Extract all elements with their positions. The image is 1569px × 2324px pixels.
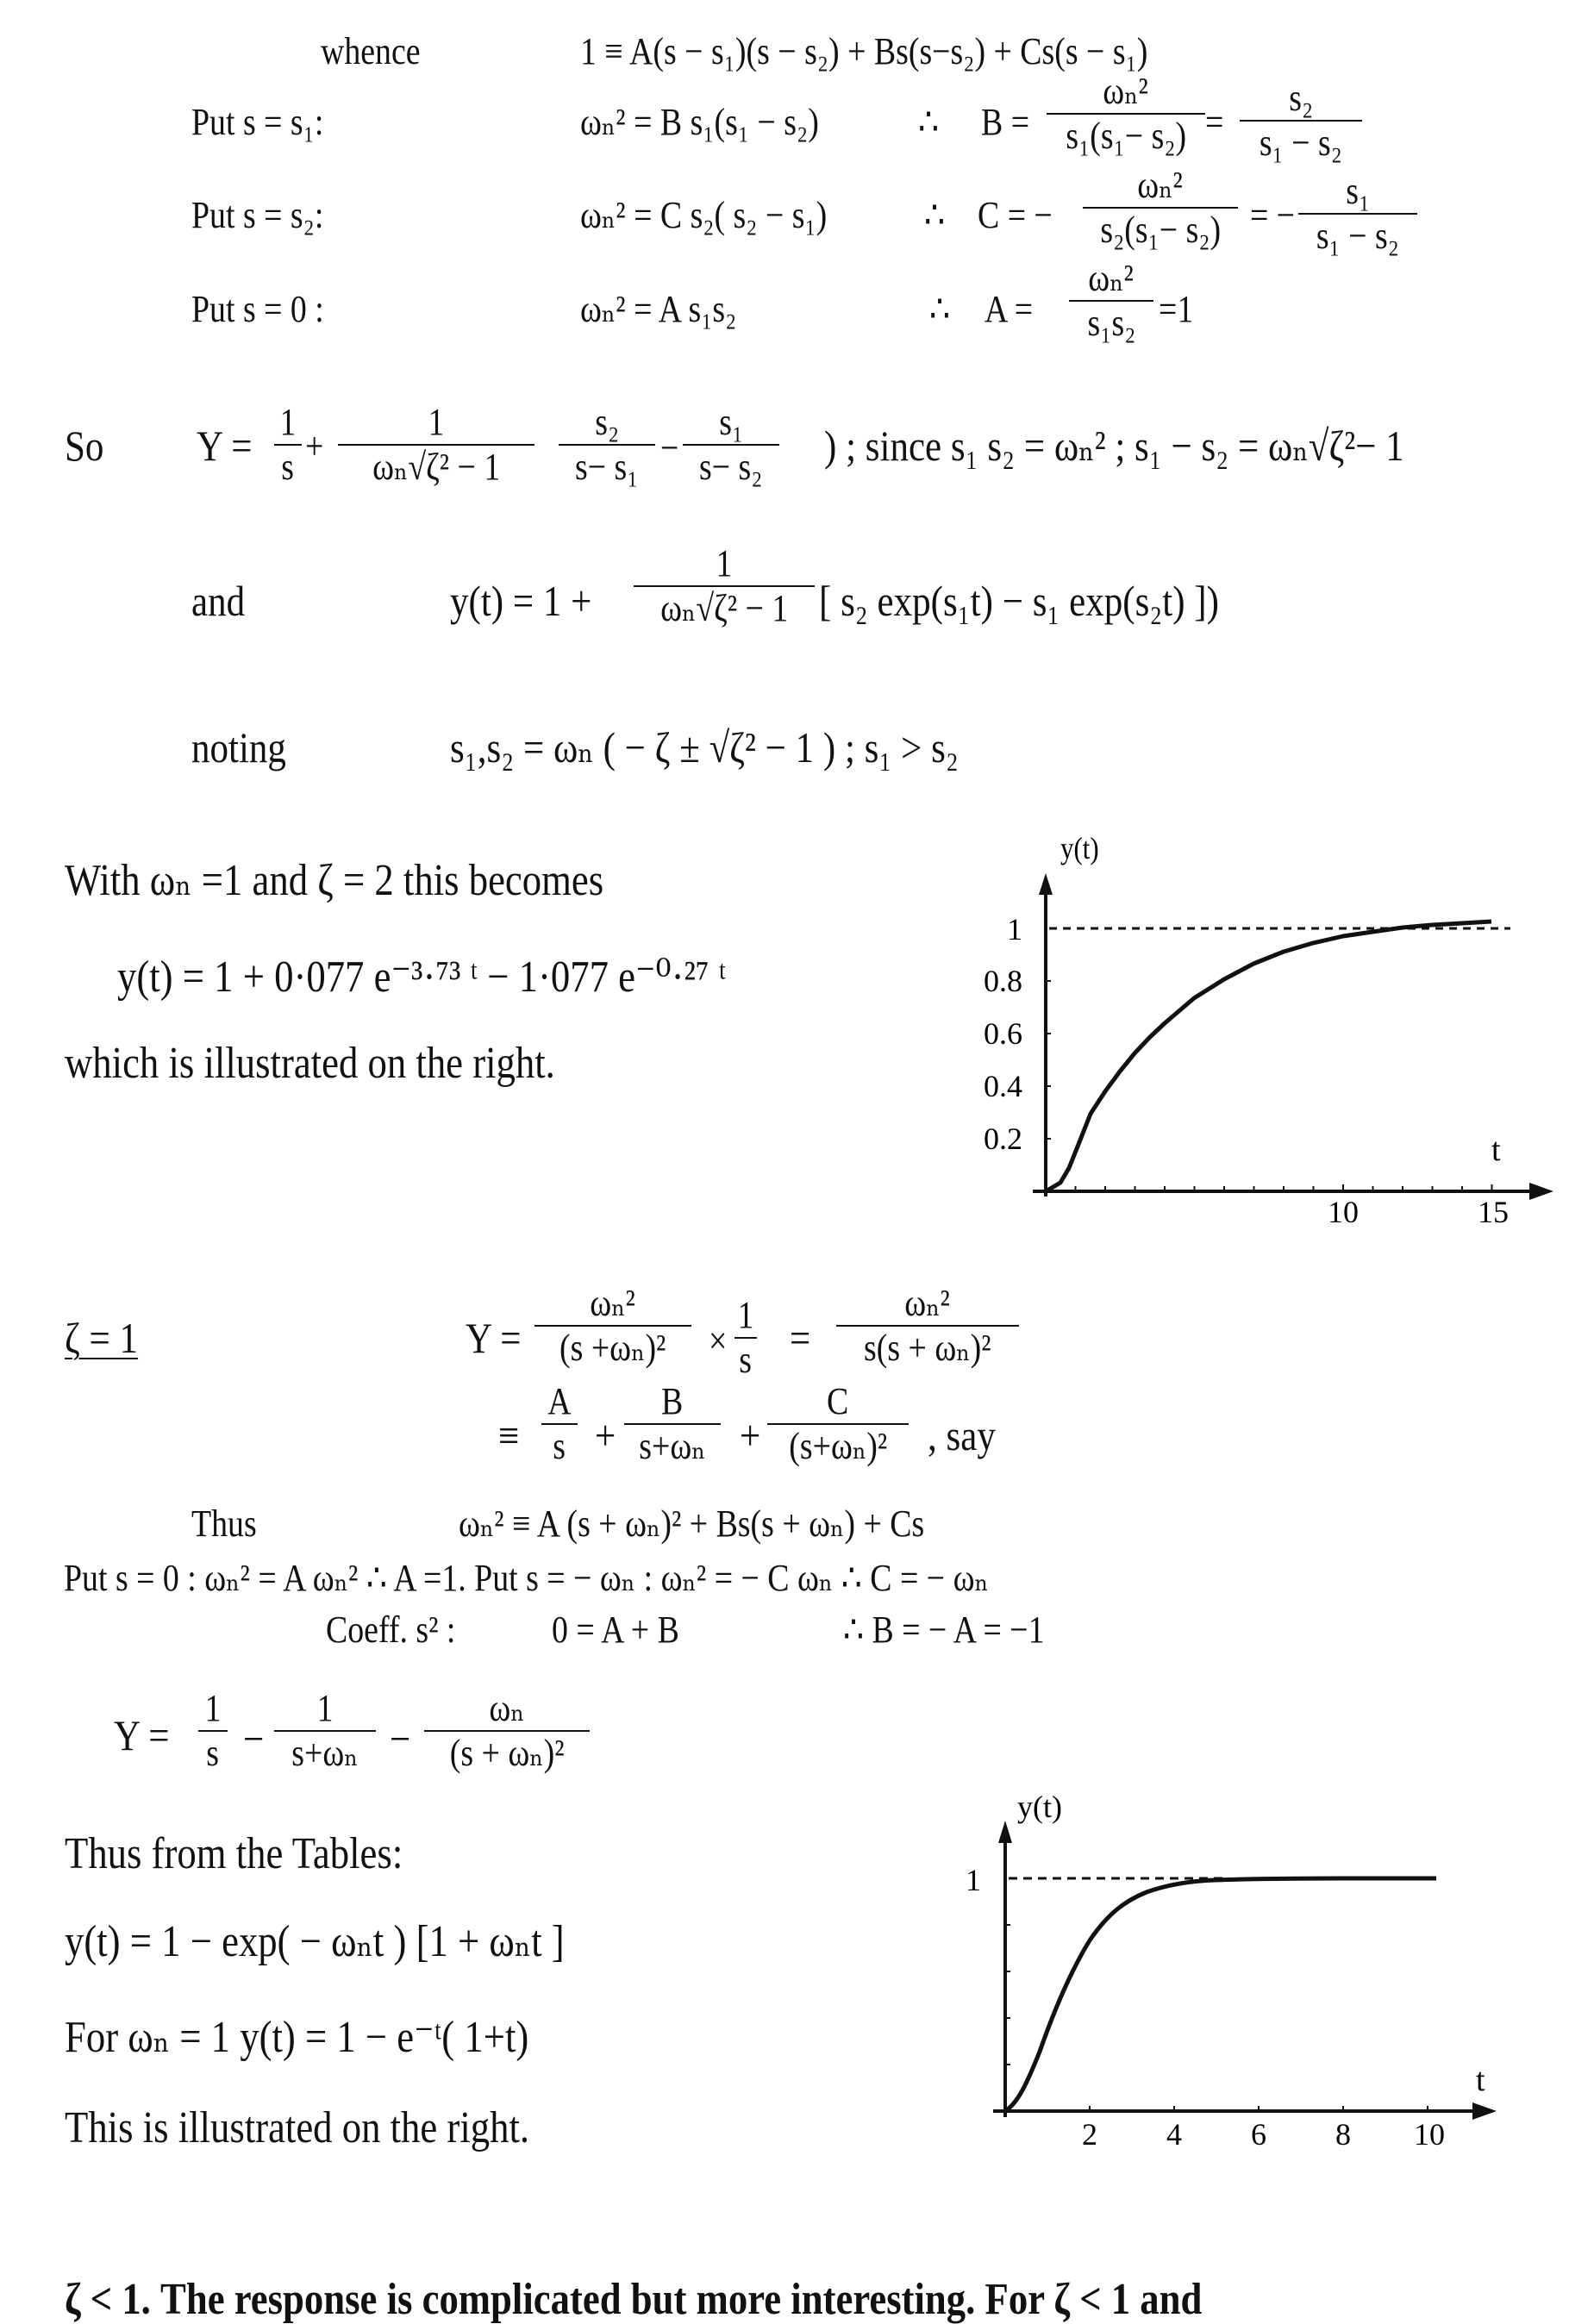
denominator: s(s + ωₙ)² <box>864 1327 991 1369</box>
so-label: So <box>65 422 104 470</box>
denominator: s <box>739 1339 753 1381</box>
thus-label: Thus <box>191 1502 257 1545</box>
numerator: ωₙ² <box>1137 164 1184 206</box>
c-fraction-2 <box>1298 172 1417 255</box>
tables-text: Thus from the Tables: <box>65 1829 403 1878</box>
numerator: s₂ <box>595 401 619 443</box>
example-caption: which is illustrated on the right. <box>65 1039 555 1088</box>
noting-label: noting <box>191 723 286 772</box>
numerator: ωₙ² <box>904 1282 951 1324</box>
put-s-s1-label: Put s = s₁: <box>191 101 324 143</box>
row-b-equation: ωₙ² = B s₁(s₁ − s₂) <box>580 101 819 143</box>
numerator: A <box>547 1380 572 1422</box>
equals: = <box>1205 101 1224 143</box>
thus-equation: ωₙ² ≡ A (s + ωₙ)² + Bs(s + ωₙ) + Cs <box>459 1502 925 1545</box>
critical-fraction-1-over-s <box>734 1296 757 1379</box>
y2-fraction-3 <box>424 1687 590 1774</box>
c-fraction-1 <box>1083 166 1238 249</box>
numerator: 1 <box>279 401 297 443</box>
c-lhs: C = − <box>978 194 1053 236</box>
a-fraction <box>1069 259 1153 342</box>
and-fraction <box>634 542 815 629</box>
y-axis-label: y(t) <box>1060 831 1099 866</box>
x-tick-labels <box>1082 2117 1445 2152</box>
plus: + <box>305 425 324 467</box>
numerator: ωₙ² <box>590 1282 636 1324</box>
partial-a-over-s <box>541 1380 578 1467</box>
coeff-label: Coeff. s² : <box>326 1609 456 1651</box>
x-tick-label: 10 <box>1414 2117 1445 2152</box>
x-axis-arrow-icon <box>1472 2102 1497 2120</box>
numerator: ωₙ <box>489 1687 525 1729</box>
numerator: s₂ <box>1289 77 1313 119</box>
critical-caption: This is illustrated on the right. <box>65 2103 530 2152</box>
y2-lhs: Y = <box>114 1711 170 1759</box>
y-tick-label: 1 <box>966 1863 981 1897</box>
critical-heading: ζ = 1 <box>65 1314 139 1362</box>
y-tick-label: 1 <box>1007 912 1022 946</box>
overdamped-response-chart <box>931 810 1569 1224</box>
plus: + <box>740 1411 761 1459</box>
partial-c-fraction <box>767 1380 909 1467</box>
equals-minus: = − <box>1250 194 1296 236</box>
coeff-result: ∴ B = − A = −1 <box>843 1609 1045 1651</box>
minus: − <box>243 1715 265 1763</box>
equals: = <box>790 1314 811 1362</box>
y-lhs: Y = <box>197 422 253 470</box>
x-axis-arrow-icon <box>1529 1183 1553 1200</box>
numerator: 1 <box>204 1687 222 1729</box>
denominator: s+ωₙ <box>291 1732 359 1774</box>
response-curve <box>1046 921 1491 1191</box>
denominator: s₂(s₁− s₂) <box>1100 209 1221 251</box>
y-tick-label: 0.6 <box>984 1016 1022 1051</box>
x-tick-labels <box>1328 1195 1509 1224</box>
x-tick-label: 10 <box>1328 1195 1359 1224</box>
therefore-symbol: ∴ <box>918 101 940 143</box>
put-s-0-label: Put s = 0 : <box>191 288 324 330</box>
so-fraction-1-over-s <box>274 403 302 486</box>
partial-b-fraction <box>624 1380 721 1467</box>
numerator: s₁ <box>719 401 743 443</box>
x-axis-label: t <box>1476 2062 1485 2098</box>
x-axis-label: t <box>1491 1132 1501 1168</box>
y-axis-label: y(t) <box>1017 1790 1062 1824</box>
critical-fraction-1 <box>534 1284 691 1367</box>
row-c-equation: ωₙ² = C s₂( s₂ − s₁) <box>580 194 828 236</box>
a-lhs: A = <box>985 288 1034 330</box>
critical-y-lhs: Y = <box>466 1314 522 1362</box>
and-label: and <box>191 577 246 625</box>
numerator: 1 <box>316 1687 334 1729</box>
so-fraction-4 <box>683 403 779 486</box>
denominator: ωₙ√ζ² − 1 <box>659 587 789 629</box>
denominator: (s +ωₙ)² <box>559 1327 666 1369</box>
denominator: (s+ωₙ)² <box>789 1425 887 1467</box>
denominator: s₁ − s₂ <box>1259 122 1343 164</box>
critical-fraction-2 <box>836 1284 1019 1367</box>
numerator: 1 <box>428 401 445 443</box>
put-s-s2-label: Put s = s₂: <box>191 194 324 236</box>
y-tick-labels <box>984 912 1022 1156</box>
so-fraction-2 <box>338 403 534 486</box>
denominator: s <box>553 1425 566 1467</box>
say-text: , say <box>928 1411 996 1459</box>
response-curve <box>1005 1878 1436 2111</box>
denominator: s₁ − s₂ <box>1316 215 1400 257</box>
and-tail: [ s₂ exp(s₁t) − s₁ exp(s₂t) ]) <box>819 577 1219 625</box>
denominator: ωₙ√ζ² − 1 <box>372 446 501 488</box>
example-formula: y(t) = 1 + 0·077 e⁻³·⁷³ ᵗ − 1·077 e⁻⁰·²⁷ ᵗ <box>117 953 727 1002</box>
whence-equation: 1 ≡ A(s − s₁)(s − s₂) + Bs(s−s₂) + Cs(s − s₁) <box>580 30 1148 72</box>
denominator: s₁s₂ <box>1087 302 1135 344</box>
numerator: ωₙ² <box>1103 70 1149 112</box>
yt-lhs: y(t) = 1 + <box>450 577 592 625</box>
yt-critical-formula: y(t) = 1 − exp( − ωₙt ) [1 + ωₙt ] <box>65 1917 565 1966</box>
so-fraction-3 <box>559 403 655 486</box>
equiv-symbol: ≡ <box>498 1411 520 1459</box>
y2-fraction-2 <box>274 1687 376 1774</box>
denominator: s+ωₙ <box>639 1425 706 1467</box>
example-intro: With ωₙ =1 and ζ = 2 this becomes <box>65 856 604 905</box>
row-a-equation: ωₙ² = A s₁s₂ <box>580 288 737 330</box>
denominator: s− s₁ <box>575 446 639 488</box>
whence-label: whence <box>321 30 421 72</box>
b-lhs: B = <box>981 101 1030 143</box>
y-tick-label: 0.4 <box>984 1069 1022 1103</box>
for-wn-formula: For ωₙ = 1 y(t) = 1 − e⁻ᵗ( 1+t) <box>65 2013 529 2062</box>
put-values-line: Put s = 0 : ωₙ² = A ωₙ² ∴ A =1. Put s = − ωₙ : ωₙ² = − C ωₙ ∴ C = − ωₙ <box>64 1557 989 1599</box>
x-tick-label: 15 <box>1478 1195 1509 1224</box>
numerator: ωₙ² <box>1088 257 1135 299</box>
minus: − <box>660 427 679 469</box>
denominator: s− s₂ <box>699 446 763 488</box>
coeff-equation: 0 = A + B <box>552 1609 679 1651</box>
numerator: C <box>827 1380 849 1422</box>
x-tick-label: 8 <box>1335 2117 1351 2152</box>
x-tick-label: 4 <box>1166 2117 1182 2152</box>
times-symbol: × <box>709 1320 728 1362</box>
numerator: 1 <box>716 542 733 584</box>
denominator: s <box>281 446 295 488</box>
x-tick-label: 2 <box>1082 2117 1097 2152</box>
denominator: (s + ωₙ)² <box>449 1732 565 1774</box>
denominator: s₁(s₁− s₂) <box>1066 115 1186 157</box>
so-tail: ) ; since s₁ s₂ = ωₙ² ; s₁ − s₂ = ωₙ√ζ²− 1 <box>824 422 1404 470</box>
y-axis-arrow-icon <box>1039 873 1053 895</box>
y-axis-arrow-icon <box>998 1821 1012 1843</box>
plus: + <box>595 1411 616 1459</box>
x-tick-label: 6 <box>1251 2117 1266 2152</box>
noting-equation: s₁,s₂ = ωₙ ( − ζ ± √ζ² − 1 ) ; s₁ > s₂ <box>450 723 959 772</box>
y2-fraction-1 <box>198 1687 228 1774</box>
therefore-symbol: ∴ <box>929 288 951 330</box>
therefore-symbol: ∴ <box>924 194 946 236</box>
y-tick-label: 0.2 <box>984 1121 1022 1156</box>
b-fraction-2 <box>1240 79 1362 162</box>
equals-one: =1 <box>1159 288 1194 330</box>
numerator: 1 <box>737 1294 754 1336</box>
numerator: B <box>661 1380 684 1422</box>
y-tick-label: 0.8 <box>984 964 1022 998</box>
underdamped-intro-cutoff: ζ < 1. The response is complicated but more interesting. For ζ < 1 and <box>65 2275 1203 2324</box>
minus: − <box>390 1715 411 1763</box>
numerator: s₁ <box>1346 170 1370 212</box>
denominator: s <box>206 1732 220 1774</box>
b-fraction-1 <box>1047 72 1205 155</box>
critical-response-chart <box>897 1759 1552 2164</box>
